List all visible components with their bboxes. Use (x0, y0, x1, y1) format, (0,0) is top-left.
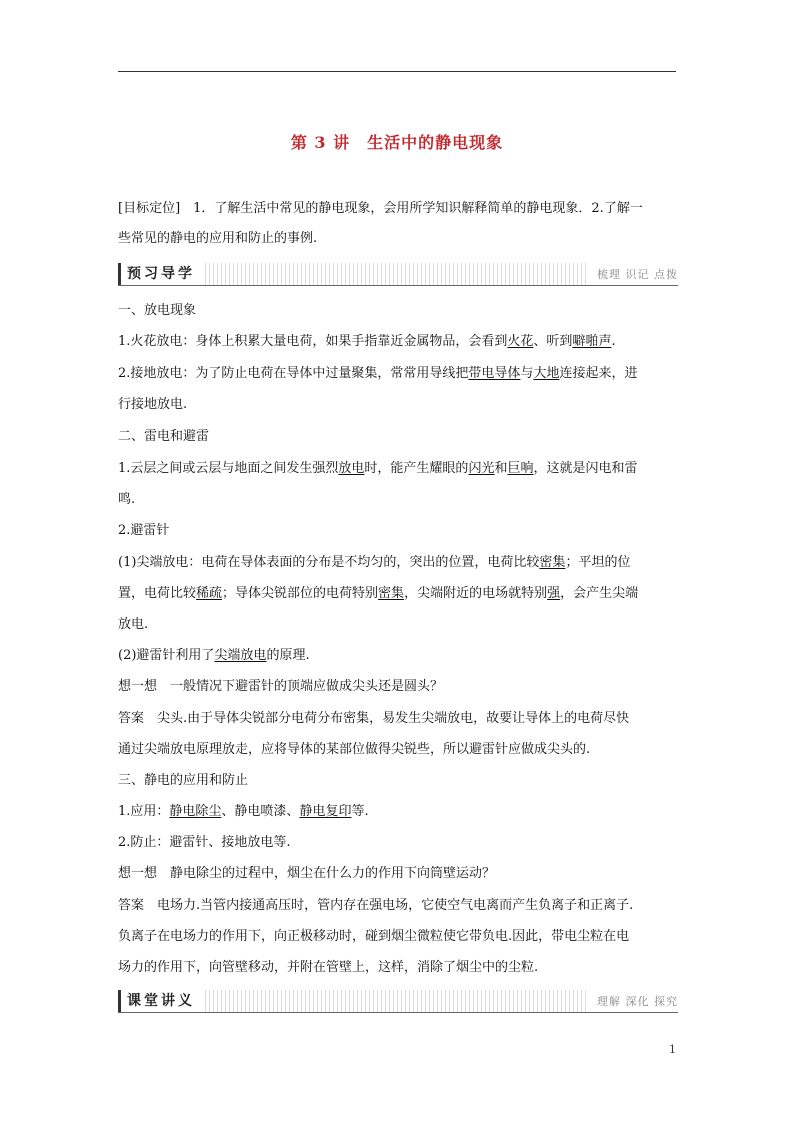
section-heading-2: 二、雷电和避雷 (118, 429, 210, 444)
paragraph: 2.接地放电：为了防止电荷在导体中过量聚集，常常用导线把带电导体与大地连接起来，进 (118, 366, 638, 381)
paragraph: (2)避雷针利用了尖端放电的原理. (118, 648, 310, 663)
paragraph: 2.避雷针 (118, 523, 170, 538)
paragraph: 鸣. (118, 492, 136, 507)
answer-text: 场力的作用下，向管壁移动，并附在管壁上，这样，消除了烟尘中的尘粒. (118, 960, 539, 975)
paragraph: (1)尖端放电：电荷在导体表面的分布是不均匀的，突出的位置，电荷比较密集；平坦的位 (118, 555, 631, 570)
paragraph: 放电. (118, 617, 149, 632)
page-title: 第 3 讲 生活中的静电现象 (290, 133, 504, 152)
answer-text: 答案 尖头.由于导体尖锐部分电荷分布密集，易发生尖端放电，故要让导体上的电荷尽快 (118, 711, 630, 726)
answer-text: 答案 电场力.当管内接通高压时，管内存在强电场，它使空气电离而产生负离子和正离子. (118, 898, 634, 913)
paragraph: 行接地放电. (118, 397, 188, 412)
paragraph: 置，电荷比较稀疏；导体尖锐部位的电荷特别密集，尖端附近的电场就特别强，会产生尖端 (118, 586, 639, 601)
band-label: 课堂讲义 (118, 990, 203, 1012)
objective-line-1: [目标定位] 1．了解生活中常见的静电现象，会用所学知识解释简单的静电现象．2.了解一 (118, 201, 643, 216)
paragraph: 1.云层之间或云层与地面之间发生强烈放电时，能产生耀眼的闪光和巨响，这就是闪电和雷 (118, 461, 638, 476)
page-number: 1 (669, 1043, 676, 1056)
objective-line-2: 些常见的静电的应用和防止的事例. (118, 231, 318, 246)
header-rule (118, 71, 676, 72)
section-band-preview (118, 263, 678, 286)
paragraph: 2.防止：避雷针、接地放电等. (118, 835, 291, 850)
paragraph: 1.火花放电：身体上积累大量电荷，如果手指靠近金属物品，会看到火花、听到噼啪声. (118, 334, 616, 349)
paragraph: 1.应用：静电除尘、静电喷漆、静电复印等. (118, 804, 369, 819)
band-right-text: 梳理 识记 点拨 (589, 263, 678, 285)
section-heading-3: 三、静电的应用和防止 (118, 773, 249, 788)
band-right-text: 理解 深化 探究 (589, 990, 678, 1012)
think-question: 想一想 静电除尘的过程中，烟尘在什么力的作用下向筒壁运动？ (118, 866, 496, 881)
section-band-lecture (118, 990, 678, 1013)
think-question: 想一想 一般情况下避雷针的顶端应做成尖头还是圆头？ (118, 679, 444, 694)
band-label: 预习导学 (118, 263, 203, 285)
answer-text: 通过尖端放电原理放走，应将导体的某部位做得尖锐些，所以避雷针应做成尖头的. (118, 742, 591, 757)
answer-text: 负离子在电场力的作用下，向正极移动时，碰到烟尘微粒使它带负电.因此，带电尘粒在电 (118, 929, 630, 944)
section-heading-1: 一、放电现象 (118, 303, 197, 318)
